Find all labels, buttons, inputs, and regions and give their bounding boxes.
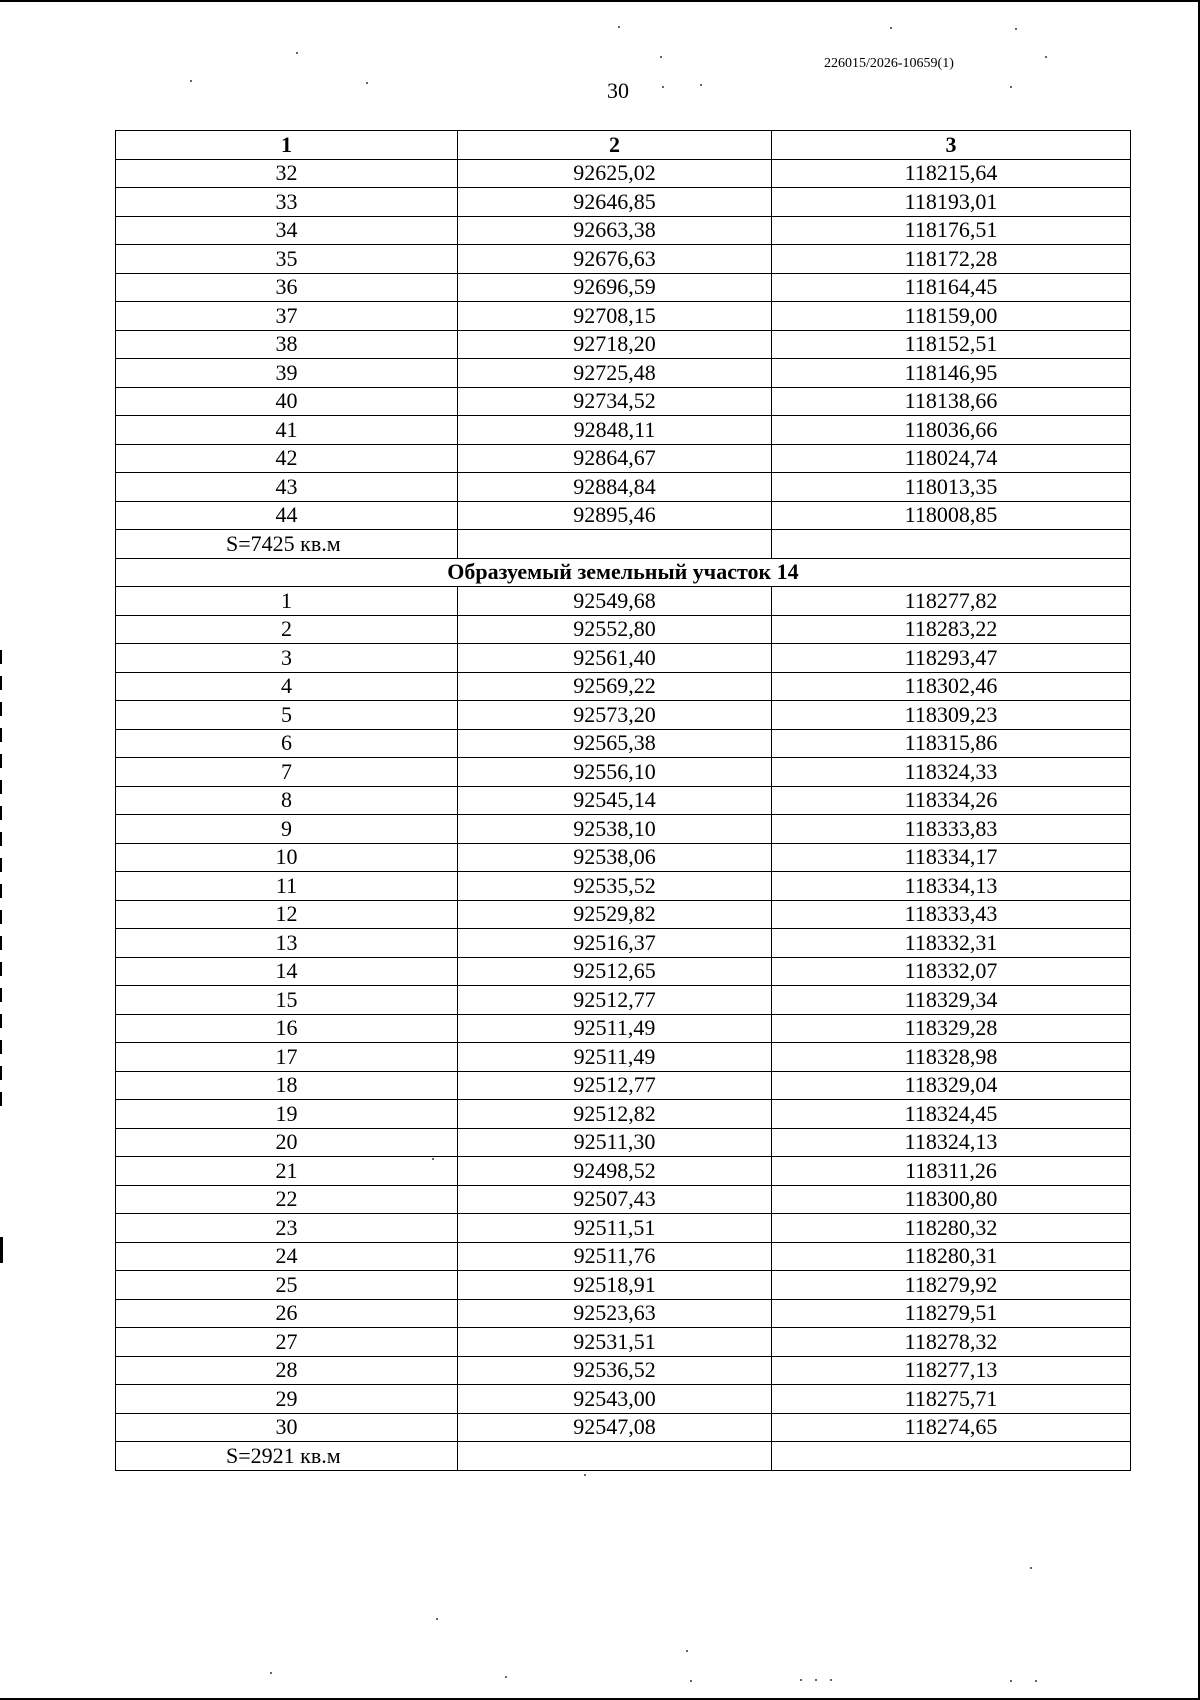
column-header-1: 1 xyxy=(116,131,458,160)
x-coordinate: 92547,08 xyxy=(458,1413,772,1442)
table-row xyxy=(116,701,1131,730)
x-coordinate: 92507,43 xyxy=(458,1185,772,1214)
point-number: 37 xyxy=(116,302,458,331)
point-number: 25 xyxy=(116,1271,458,1300)
y-coordinate: 118279,92 xyxy=(772,1271,1131,1300)
empty-cell xyxy=(772,530,1131,559)
x-coordinate: 92498,52 xyxy=(458,1157,772,1186)
y-coordinate: 118280,32 xyxy=(772,1214,1131,1243)
y-coordinate: 118280,31 xyxy=(772,1242,1131,1271)
y-coordinate: 118332,31 xyxy=(772,929,1131,958)
scan-speck xyxy=(830,1679,832,1681)
table-row xyxy=(116,1214,1131,1243)
scan-speck xyxy=(432,1158,434,1160)
scan-speck xyxy=(436,1618,438,1620)
y-coordinate: 118302,46 xyxy=(772,672,1131,701)
scan-speck xyxy=(584,1474,586,1476)
x-coordinate: 92676,63 xyxy=(458,245,772,274)
x-coordinate: 92573,20 xyxy=(458,701,772,730)
point-number: 14 xyxy=(116,957,458,986)
x-coordinate: 92663,38 xyxy=(458,216,772,245)
y-coordinate: 118315,86 xyxy=(772,729,1131,758)
scan-speck xyxy=(662,86,664,88)
empty-cell xyxy=(772,1442,1131,1471)
point-number: 29 xyxy=(116,1385,458,1414)
scan-speck xyxy=(1030,1567,1032,1569)
y-coordinate: 118283,22 xyxy=(772,615,1131,644)
point-number: 33 xyxy=(116,188,458,217)
y-coordinate: 118309,23 xyxy=(772,701,1131,730)
y-coordinate: 118324,33 xyxy=(772,758,1131,787)
point-number: 34 xyxy=(116,216,458,245)
table-row xyxy=(116,1413,1131,1442)
point-number: 22 xyxy=(116,1185,458,1214)
scan-speck xyxy=(618,26,620,28)
point-number: 2 xyxy=(116,615,458,644)
scan-speck xyxy=(270,1672,272,1674)
point-number: 30 xyxy=(116,1413,458,1442)
x-coordinate: 92696,59 xyxy=(458,273,772,302)
point-number: 16 xyxy=(116,1014,458,1043)
x-coordinate: 92529,82 xyxy=(458,900,772,929)
x-coordinate: 92884,84 xyxy=(458,473,772,502)
table-row xyxy=(116,1385,1131,1414)
x-coordinate: 92545,14 xyxy=(458,786,772,815)
y-coordinate: 118152,51 xyxy=(772,330,1131,359)
point-number: 32 xyxy=(116,159,458,188)
scan-speck xyxy=(505,1676,507,1678)
point-number: 1 xyxy=(116,587,458,616)
x-coordinate: 92718,20 xyxy=(458,330,772,359)
x-coordinate: 92511,76 xyxy=(458,1242,772,1271)
y-coordinate: 118332,07 xyxy=(772,957,1131,986)
x-coordinate: 92516,37 xyxy=(458,929,772,958)
y-coordinate: 118329,04 xyxy=(772,1071,1131,1100)
table-row xyxy=(116,1014,1131,1043)
point-number: 24 xyxy=(116,1242,458,1271)
x-coordinate: 92523,63 xyxy=(458,1299,772,1328)
table-row xyxy=(116,900,1131,929)
point-number: 28 xyxy=(116,1356,458,1385)
table-row xyxy=(116,758,1131,787)
point-number: 18 xyxy=(116,1071,458,1100)
point-number: 7 xyxy=(116,758,458,787)
table-row xyxy=(116,957,1131,986)
point-number: 6 xyxy=(116,729,458,758)
coordinates-table xyxy=(115,130,1131,1471)
plot-13-area xyxy=(116,530,1131,587)
y-coordinate: 118277,82 xyxy=(772,587,1131,616)
x-coordinate: 92511,51 xyxy=(458,1214,772,1243)
point-number: 20 xyxy=(116,1128,458,1157)
table-row xyxy=(116,1071,1131,1100)
table-row xyxy=(116,1157,1131,1186)
y-coordinate: 118329,28 xyxy=(772,1014,1131,1043)
point-number: 4 xyxy=(116,672,458,701)
y-coordinate: 118324,45 xyxy=(772,1100,1131,1129)
point-number: 8 xyxy=(116,786,458,815)
table-row xyxy=(116,216,1131,245)
y-coordinate: 118176,51 xyxy=(772,216,1131,245)
y-coordinate: 118334,17 xyxy=(772,843,1131,872)
x-coordinate: 92512,77 xyxy=(458,986,772,1015)
y-coordinate: 118164,45 xyxy=(772,273,1131,302)
x-coordinate: 92549,68 xyxy=(458,587,772,616)
scan-speck xyxy=(815,1679,817,1681)
page-number: 30 xyxy=(607,78,629,103)
y-coordinate: 118293,47 xyxy=(772,644,1131,673)
x-coordinate: 92625,02 xyxy=(458,159,772,188)
table-row xyxy=(116,330,1131,359)
area-row xyxy=(116,530,1131,559)
y-coordinate: 118333,43 xyxy=(772,900,1131,929)
table-row xyxy=(116,444,1131,473)
x-coordinate: 92565,38 xyxy=(458,729,772,758)
area-row xyxy=(116,1442,1131,1471)
table-row xyxy=(116,672,1131,701)
scan-speck xyxy=(1045,56,1047,58)
table-row xyxy=(116,1128,1131,1157)
point-number: 5 xyxy=(116,701,458,730)
table-row xyxy=(116,416,1131,445)
point-number: 10 xyxy=(116,843,458,872)
x-coordinate: 92538,06 xyxy=(458,843,772,872)
table-row xyxy=(116,644,1131,673)
point-number: 9 xyxy=(116,815,458,844)
x-coordinate: 92511,30 xyxy=(458,1128,772,1157)
y-coordinate: 118036,66 xyxy=(772,416,1131,445)
plot-14-rows xyxy=(116,587,1131,1442)
x-coordinate: 92552,80 xyxy=(458,615,772,644)
empty-cell xyxy=(458,530,772,559)
point-number: 35 xyxy=(116,245,458,274)
table-header-row xyxy=(116,131,1131,160)
point-number: 40 xyxy=(116,387,458,416)
y-coordinate: 118159,00 xyxy=(772,302,1131,331)
x-coordinate: 92556,10 xyxy=(458,758,772,787)
scan-speck xyxy=(190,80,192,82)
y-coordinate: 118172,28 xyxy=(772,245,1131,274)
point-number: 43 xyxy=(116,473,458,502)
page-border-top xyxy=(0,0,1200,2)
y-coordinate: 118013,35 xyxy=(772,473,1131,502)
y-coordinate: 118277,13 xyxy=(772,1356,1131,1385)
x-coordinate: 92708,15 xyxy=(458,302,772,331)
y-coordinate: 118275,71 xyxy=(772,1385,1131,1414)
empty-cell xyxy=(458,1442,772,1471)
point-number: 19 xyxy=(116,1100,458,1129)
y-coordinate: 118193,01 xyxy=(772,188,1131,217)
table-row xyxy=(116,986,1131,1015)
y-coordinate: 118278,32 xyxy=(772,1328,1131,1357)
section-title-row xyxy=(116,558,1131,587)
scan-speck xyxy=(700,84,702,86)
x-coordinate: 92512,65 xyxy=(458,957,772,986)
area-value: S=2921 кв.м xyxy=(116,1442,458,1471)
table-row xyxy=(116,273,1131,302)
table-row xyxy=(116,786,1131,815)
table-row xyxy=(116,473,1131,502)
scan-speck xyxy=(690,1680,692,1682)
y-coordinate: 118146,95 xyxy=(772,359,1131,388)
table-row xyxy=(116,1043,1131,1072)
table-row xyxy=(116,929,1131,958)
scan-speck xyxy=(1010,86,1012,88)
area-value: S=7425 кв.м xyxy=(116,530,458,559)
x-coordinate: 92543,00 xyxy=(458,1385,772,1414)
point-number: 11 xyxy=(116,872,458,901)
point-number: 21 xyxy=(116,1157,458,1186)
table-row xyxy=(116,501,1131,530)
table-row xyxy=(116,1299,1131,1328)
table-row xyxy=(116,872,1131,901)
x-coordinate: 92512,77 xyxy=(458,1071,772,1100)
x-coordinate: 92646,85 xyxy=(458,188,772,217)
table-row xyxy=(116,1271,1131,1300)
table-row xyxy=(116,302,1131,331)
plot-14-area xyxy=(116,1442,1131,1471)
point-number: 42 xyxy=(116,444,458,473)
table-row xyxy=(116,587,1131,616)
x-coordinate: 92561,40 xyxy=(458,644,772,673)
table-row xyxy=(116,1100,1131,1129)
y-coordinate: 118333,83 xyxy=(772,815,1131,844)
y-coordinate: 118300,80 xyxy=(772,1185,1131,1214)
table-row xyxy=(116,188,1131,217)
scan-speck xyxy=(890,27,892,29)
table-row xyxy=(116,1242,1131,1271)
scan-speck xyxy=(686,1650,688,1652)
x-coordinate: 92511,49 xyxy=(458,1014,772,1043)
table-row xyxy=(116,1356,1131,1385)
x-coordinate: 92734,52 xyxy=(458,387,772,416)
x-coordinate: 92536,52 xyxy=(458,1356,772,1385)
point-number: 26 xyxy=(116,1299,458,1328)
table-row xyxy=(116,387,1131,416)
scan-speck xyxy=(660,56,662,58)
x-coordinate: 92518,91 xyxy=(458,1271,772,1300)
y-coordinate: 118215,64 xyxy=(772,159,1131,188)
point-number: 13 xyxy=(116,929,458,958)
point-number: 3 xyxy=(116,644,458,673)
scan-speck xyxy=(800,1679,802,1681)
y-coordinate: 118311,26 xyxy=(772,1157,1131,1186)
table-row xyxy=(116,815,1131,844)
table-row xyxy=(116,359,1131,388)
x-coordinate: 92848,11 xyxy=(458,416,772,445)
x-coordinate: 92725,48 xyxy=(458,359,772,388)
y-coordinate: 118329,34 xyxy=(772,986,1131,1015)
scan-speck xyxy=(1010,1680,1012,1682)
y-coordinate: 118324,13 xyxy=(772,1128,1131,1157)
table-row xyxy=(116,159,1131,188)
scan-speck xyxy=(366,82,368,84)
point-number: 38 xyxy=(116,330,458,359)
binding-margin-mark xyxy=(0,1237,3,1263)
scan-speck xyxy=(1035,1680,1037,1682)
plot-13-rows xyxy=(116,159,1131,530)
point-number: 27 xyxy=(116,1328,458,1357)
y-coordinate: 118334,26 xyxy=(772,786,1131,815)
y-coordinate: 118279,51 xyxy=(772,1299,1131,1328)
x-coordinate: 92538,10 xyxy=(458,815,772,844)
binding-margin-marks xyxy=(0,650,2,1110)
y-coordinate: 118334,13 xyxy=(772,872,1131,901)
document-number: 226015/2026-10659(1) xyxy=(824,56,954,71)
x-coordinate: 92512,82 xyxy=(458,1100,772,1129)
y-coordinate: 118328,98 xyxy=(772,1043,1131,1072)
x-coordinate: 92864,67 xyxy=(458,444,772,473)
scan-speck xyxy=(296,52,298,54)
column-header-3: 3 xyxy=(772,131,1131,160)
point-number: 41 xyxy=(116,416,458,445)
point-number: 39 xyxy=(116,359,458,388)
table-row xyxy=(116,1185,1131,1214)
point-number: 12 xyxy=(116,900,458,929)
y-coordinate: 118138,66 xyxy=(772,387,1131,416)
y-coordinate: 118008,85 xyxy=(772,501,1131,530)
x-coordinate: 92895,46 xyxy=(458,501,772,530)
x-coordinate: 92569,22 xyxy=(458,672,772,701)
table-row xyxy=(116,729,1131,758)
section-title: Образуемый земельный участок 14 xyxy=(116,558,1131,587)
point-number: 23 xyxy=(116,1214,458,1243)
table-row xyxy=(116,245,1131,274)
point-number: 44 xyxy=(116,501,458,530)
point-number: 36 xyxy=(116,273,458,302)
point-number: 17 xyxy=(116,1043,458,1072)
x-coordinate: 92535,52 xyxy=(458,872,772,901)
column-header-2: 2 xyxy=(458,131,772,160)
x-coordinate: 92531,51 xyxy=(458,1328,772,1357)
y-coordinate: 118274,65 xyxy=(772,1413,1131,1442)
table-row xyxy=(116,843,1131,872)
scan-speck xyxy=(1015,28,1017,30)
table-row xyxy=(116,1328,1131,1357)
table-row xyxy=(116,615,1131,644)
point-number: 15 xyxy=(116,986,458,1015)
x-coordinate: 92511,49 xyxy=(458,1043,772,1072)
y-coordinate: 118024,74 xyxy=(772,444,1131,473)
